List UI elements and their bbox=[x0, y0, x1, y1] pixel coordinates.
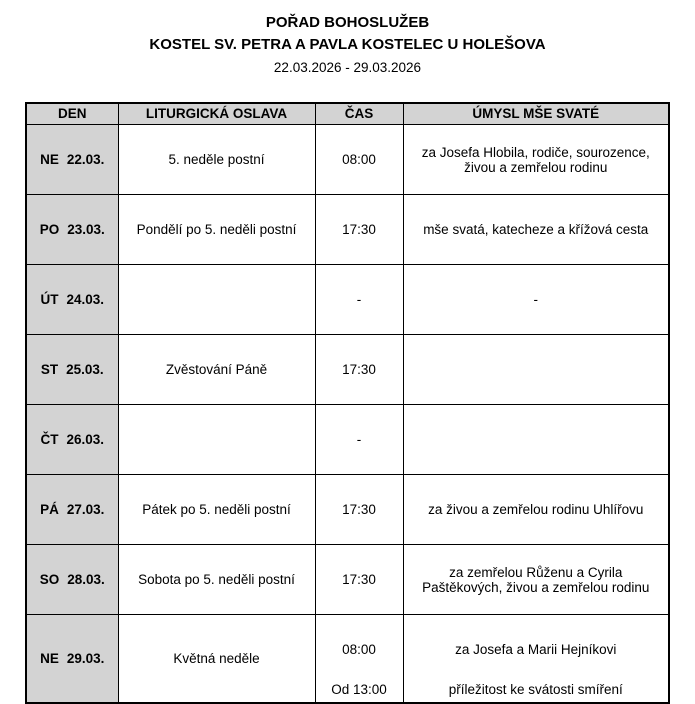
date-range: 22.03.2026 - 29.03.2026 bbox=[273, 59, 422, 75]
time-cell: 08:00 bbox=[315, 125, 403, 195]
celebration-cell: Pondělí po 5. neděli postní bbox=[118, 195, 315, 265]
day-date: 26.03. bbox=[66, 432, 105, 447]
day-date: 28.03. bbox=[67, 572, 105, 587]
day-abbr: SO bbox=[39, 572, 60, 587]
column-header-umysl: ÚMYSL MŠE SVATÉ bbox=[403, 103, 669, 125]
day-abbr: NE bbox=[40, 650, 59, 666]
table-row bbox=[26, 615, 669, 703]
time-cell: 17:30 bbox=[315, 475, 403, 545]
celebration-cell: Zvěstování Páně bbox=[118, 335, 315, 405]
table-row bbox=[26, 195, 669, 265]
time-morning: 08:00 bbox=[342, 641, 376, 657]
intention-cell: za Josefa Hlobila, rodiče, sourozence, živou a zemřelou rodinu bbox=[403, 125, 669, 195]
day-abbr: PO bbox=[39, 222, 60, 237]
day-date: 23.03. bbox=[67, 222, 105, 237]
day-date: 25.03. bbox=[66, 362, 104, 377]
celebration-cell: 5. neděle postní bbox=[118, 125, 315, 195]
day-cell bbox=[26, 615, 118, 703]
day-cell bbox=[26, 265, 118, 335]
celebration-cell bbox=[118, 405, 315, 475]
time-cell: 17:30 bbox=[315, 545, 403, 615]
day-date: 22.03. bbox=[66, 152, 105, 167]
day-cell bbox=[26, 475, 118, 545]
intention-cell bbox=[403, 615, 669, 703]
day-date: 24.03. bbox=[66, 292, 105, 307]
intention-cell: za zemřelou Růženu a Cyrila Paštěkových, živou a zemřelou rodinu bbox=[403, 545, 669, 615]
day-abbr: NE bbox=[40, 152, 59, 167]
table-row bbox=[26, 265, 669, 335]
time-cell bbox=[315, 615, 403, 703]
table-row bbox=[26, 125, 669, 195]
intention-cell: za živou a zemřelou rodinu Uhlířovu bbox=[403, 475, 669, 545]
time-cell: - bbox=[315, 405, 403, 475]
day-date: 27.03. bbox=[66, 502, 105, 517]
day-date: 29.03. bbox=[66, 650, 105, 666]
time-cell: - bbox=[315, 265, 403, 335]
day-abbr: ČT bbox=[40, 432, 59, 447]
celebration-cell bbox=[118, 265, 315, 335]
day-cell bbox=[26, 545, 118, 615]
celebration-cell: Květná neděle bbox=[118, 615, 315, 703]
day-cell bbox=[26, 195, 118, 265]
day-abbr: ST bbox=[40, 362, 59, 377]
time-afternoon: Od 13:00 bbox=[331, 682, 387, 698]
day-cell bbox=[26, 405, 118, 475]
day-cell bbox=[26, 125, 118, 195]
intention-afternoon: příležitost ke svátosti smíření bbox=[448, 682, 623, 698]
page-subtitle: KOSTEL SV. PETRA A PAVLA KOSTELEC U HOLEŠOVA bbox=[149, 35, 546, 53]
page-title: POŘAD BOHOSLUŽEB bbox=[265, 14, 430, 31]
intention-morning: za Josefa a Marii Hejníkovi bbox=[455, 641, 617, 657]
celebration-cell: Pátek po 5. neděli postní bbox=[118, 475, 315, 545]
table-row bbox=[26, 475, 669, 545]
column-header-den: DEN bbox=[26, 103, 118, 125]
column-header-cas: ČAS bbox=[315, 103, 403, 125]
time-cell: 17:30 bbox=[315, 195, 403, 265]
intention-cell bbox=[403, 335, 669, 405]
schedule-table bbox=[25, 102, 670, 704]
table-row bbox=[26, 545, 669, 615]
day-abbr: ÚT bbox=[40, 292, 59, 307]
intention-cell: mše svatá, katecheze a křížová cesta bbox=[403, 195, 669, 265]
table-header-row bbox=[26, 103, 669, 125]
celebration-cell: Sobota po 5. neděli postní bbox=[118, 545, 315, 615]
time-cell: 17:30 bbox=[315, 335, 403, 405]
day-cell bbox=[26, 335, 118, 405]
table-row bbox=[26, 335, 669, 405]
column-header-liturgicka-oslava: LITURGICKÁ OSLAVA bbox=[118, 103, 315, 125]
intention-cell: - bbox=[403, 265, 669, 335]
intention-cell bbox=[403, 405, 669, 475]
table-row bbox=[26, 405, 669, 475]
day-abbr: PÁ bbox=[40, 502, 59, 517]
